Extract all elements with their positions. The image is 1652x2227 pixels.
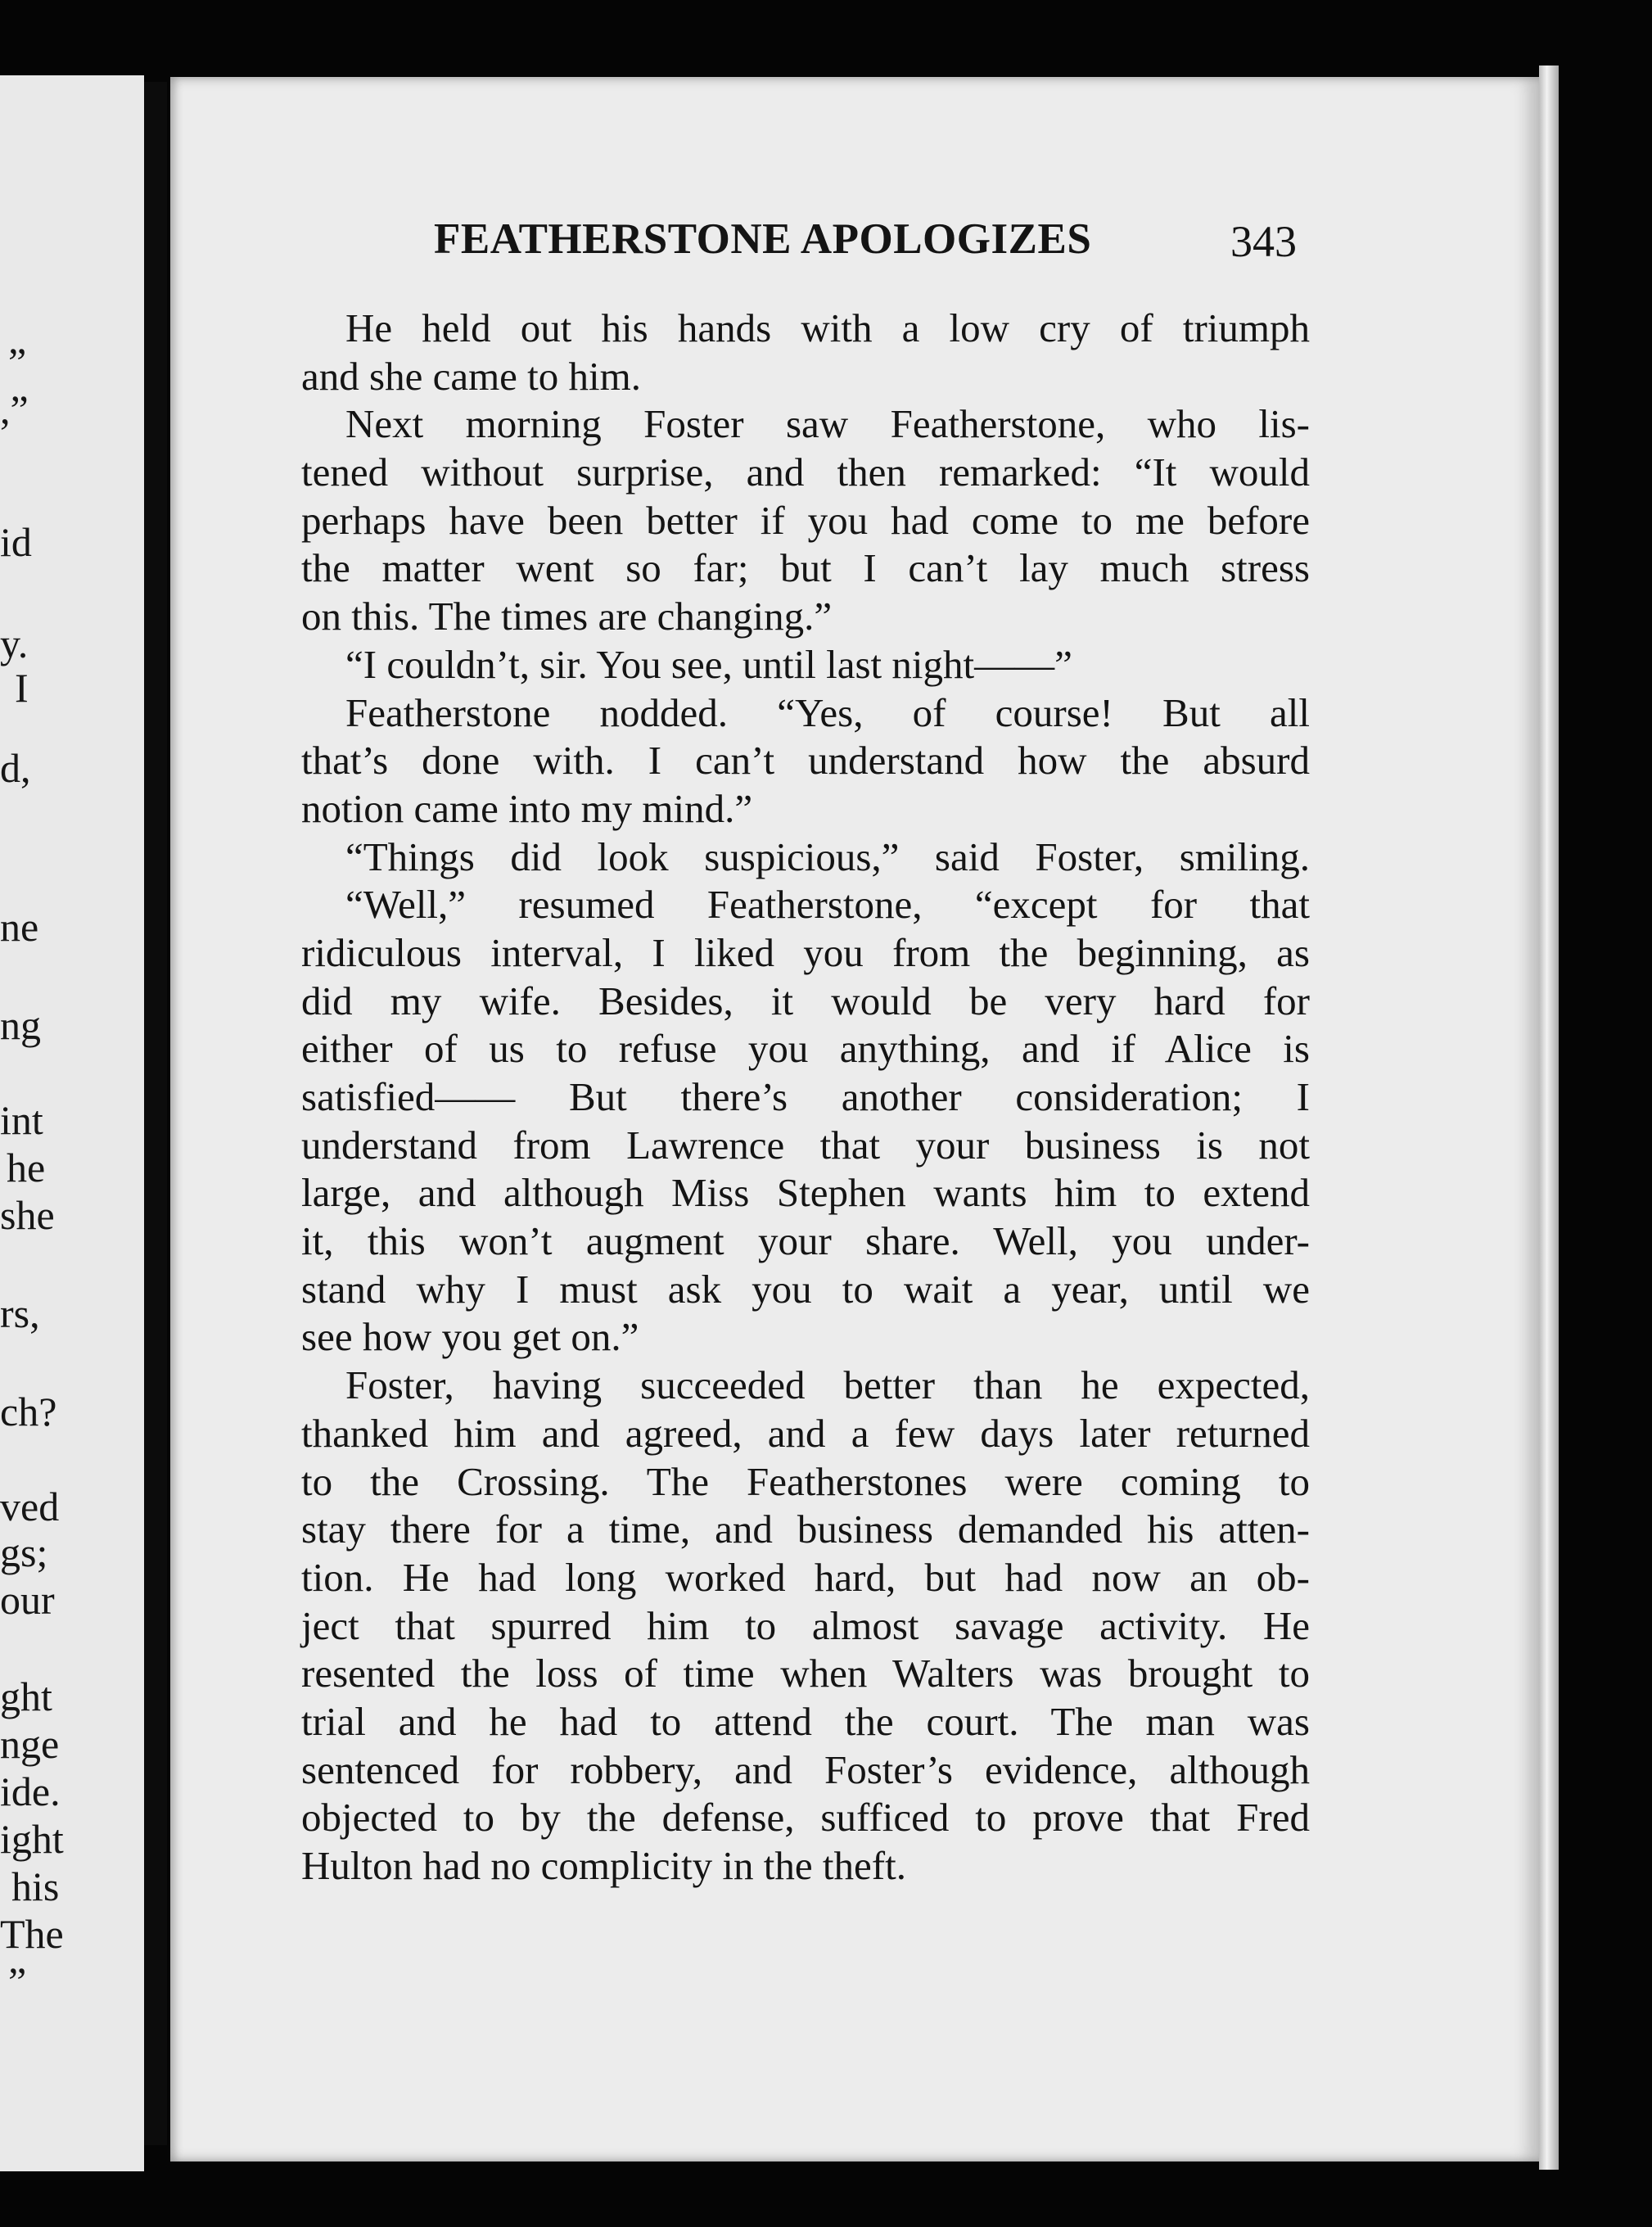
text-line: either of us to refuse you anything, and if Alice is (301, 1026, 1310, 1072)
previous-page-fragment: ch? (0, 1389, 57, 1434)
text-line: did my wife. Besides, it would be very hard for (301, 978, 1310, 1023)
text-line: tened without surprise, and then remarked: “It would (301, 449, 1310, 495)
previous-page-fragment: rs, (0, 1290, 40, 1336)
text-line: on this. The times are changing.” (301, 594, 833, 639)
previous-page-fragment: ” (8, 339, 27, 385)
text-line: ridiculous interval, I liked you from the beginning, as (301, 929, 1310, 975)
text-line: the matter went so far; but I can’t lay much stress (301, 545, 1310, 591)
text-line: He held out his hands with a low cry of triumph (345, 305, 1310, 350)
body-text (301, 305, 1310, 1890)
text-line: it, this won’t augment your share. Well, you under- (301, 1218, 1310, 1264)
text-line: stay there for a time, and business demanded his atten- (301, 1506, 1310, 1552)
text-line: trial and he had to attend the court. The man was (301, 1698, 1310, 1744)
text-line: thanked him and agreed, and a few days later returned (301, 1410, 1310, 1456)
previous-page-fragment: ght (0, 1674, 52, 1719)
previous-page-fragment: ved (0, 1484, 60, 1529)
text-line: “Well,” resumed Featherstone, “except for that (345, 882, 1310, 928)
text-line: Featherstone nodded. “Yes, of course! But all (345, 689, 1310, 735)
previous-page-fragment: The (0, 1911, 64, 1957)
page-number: 343 (1230, 217, 1297, 266)
previous-page-edge (0, 75, 144, 2171)
previous-page-fragment: she (0, 1192, 55, 1238)
previous-page-fragment: id (0, 519, 32, 565)
previous-page-fragment: his (11, 1863, 60, 1909)
previous-page-fragment: gs; (0, 1529, 48, 1575)
previous-page-fragment: int (0, 1097, 43, 1143)
text-line: stand why I must ask you to wait a year, until we (301, 1266, 1310, 1312)
previous-page-fragment: our (0, 1577, 55, 1623)
book-gutter (144, 82, 167, 2145)
text-line: and she came to him. (301, 353, 642, 399)
previous-page-fragment: ne (0, 904, 39, 950)
previous-page-fragment: y. (0, 621, 29, 666)
previous-page-fragment: ng (0, 1002, 41, 1048)
text-line: ject that spurred him to almost savage activity. He (301, 1602, 1310, 1648)
text-line: Hulton had no complicity in the theft. (301, 1843, 906, 1888)
text-line: notion came into my mind.” (301, 785, 753, 831)
text-line: resented the loss of time when Walters was brought to (301, 1651, 1310, 1696)
previous-page-fragment: I (15, 665, 29, 711)
text-line: tion. He had long worked hard, but had now an ob- (301, 1554, 1310, 1600)
previous-page-fragment: ide. (0, 1768, 61, 1814)
previous-page-fragment: ,” (0, 386, 29, 432)
text-line: Foster, having succeeded better than he expected, (345, 1362, 1310, 1408)
text-line: understand from Lawrence that your business is not (301, 1122, 1310, 1168)
previous-page-fragment: ” (8, 1958, 27, 2004)
running-title: FEATHERSTONE APOLOGIZES (434, 215, 1092, 263)
text-line: Next morning Foster saw Featherstone, who lis- (345, 401, 1310, 447)
text-line: to the Crossing. The Featherstones were coming to (301, 1458, 1310, 1504)
previous-page-fragment: nge (0, 1721, 60, 1767)
previous-page-fragment: d, (0, 745, 31, 791)
text-line: see how you get on.” (301, 1314, 639, 1360)
text-line: sentenced for robbery, and Foster’s evidence, although (301, 1746, 1310, 1792)
text-line: that’s done with. I can’t understand how the absurd (301, 738, 1310, 784)
text-line: “I couldn’t, sir. You see, until last night——” (345, 641, 1072, 687)
page-edge (1539, 66, 1559, 2170)
running-header (434, 215, 1302, 280)
text-line: satisfied—— But there’s another consideration; I (301, 1074, 1310, 1119)
previous-page-fragment: he (7, 1145, 46, 1190)
text-line: objected to by the defense, sufficed to prove that Fred (301, 1795, 1310, 1841)
previous-page-fragment: ight (0, 1816, 64, 1862)
text-line: large, and although Miss Stephen wants him to extend (301, 1170, 1310, 1216)
text-line: perhaps have been better if you had come to me before (301, 497, 1310, 543)
text-line: “Things did look suspicious,” said Foster, smiling. (345, 833, 1310, 879)
